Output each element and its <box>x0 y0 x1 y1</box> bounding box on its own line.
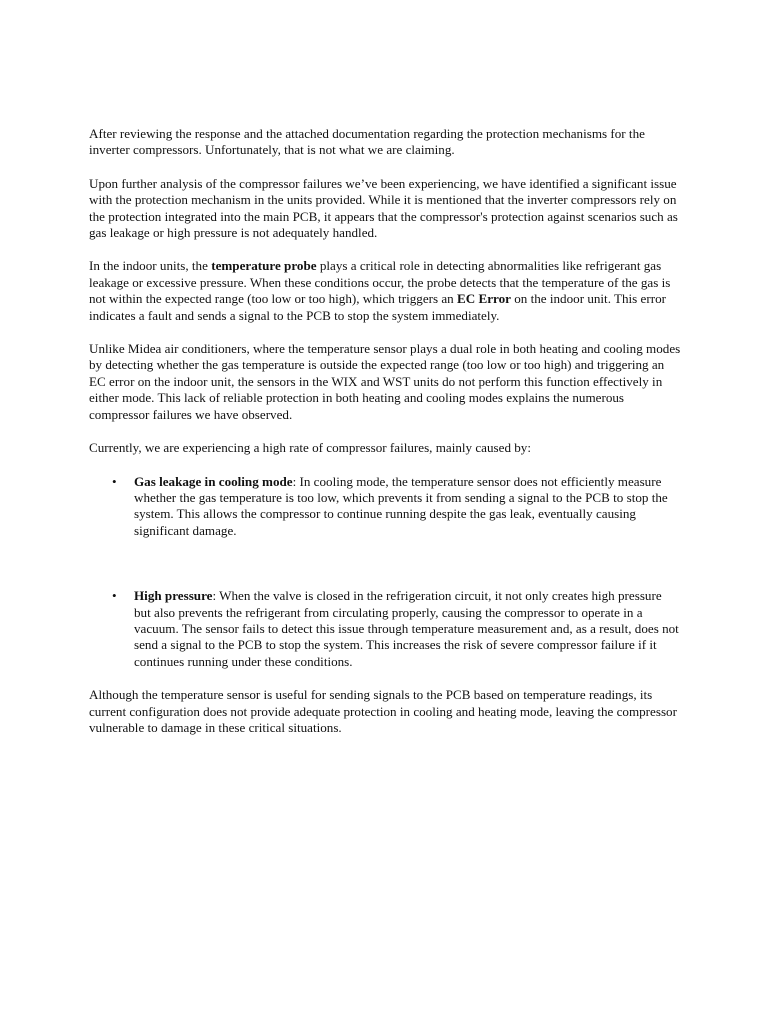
paragraph-midea-comparison: Unlike Midea air conditioners, where the temperature sensor plays a dual role in both heating and cooling modes by detecting whether the gas temperature is outside the expected range (too low or too high) and triggering an EC error on the indoor unit, the sensors in the WIX and WST units do not perform this function effectively in either mode. This lack of reliable protection in both heating and cooling modes explains the numerous compressor failures we have observed. <box>89 341 681 422</box>
paragraph-response-review: After reviewing the response and the attached documentation regarding the protection mechanisms for the inverter compressors. Unfortunately, that is not what we are claiming. <box>89 126 645 158</box>
bullet-icon: • <box>112 588 117 604</box>
temperature-probe-term: temperature probe <box>211 258 317 274</box>
ec-error-term: EC Error <box>457 291 511 307</box>
indoor-units-text-2: plays a critical role in detecting abnormalities like refrigerant gas leakage or excessive pressure. When these conditions occur, the probe detects that the temperature of the gas is not within the expected range (too low or too high), which triggers an <box>89 258 671 307</box>
list-item-title: High pressure <box>134 588 213 604</box>
list-item-title: Gas leakage in cooling mode <box>134 473 293 489</box>
document-page <box>89 126 681 753</box>
indoor-units-text-1: In the indoor units, the <box>89 258 212 274</box>
list-item-gas-leakage <box>89 474 681 540</box>
list-item-text: : In cooling mode, the temperature sensor does not efficiently measure whether the gas temperature is too low, which prevents it from sending a signal to the PCB to stop the system. This allows the compressor to continue running despite the gas leak, eventually causing significant damage. <box>134 473 668 538</box>
list-intro: Currently, we are experiencing a high rate of compressor failures, mainly caused by: <box>89 440 531 456</box>
list-item-high-pressure <box>89 588 681 670</box>
paragraph-conclusion: Although the temperature sensor is useful for sending signals to the PCB based on temperature readings, its current configuration does not provide adequate protection in cooling and heating mode, leaving the compressor vulnerable to damage in these critical situations. <box>89 687 677 735</box>
bullet-icon: • <box>112 473 117 489</box>
paragraph-indoor-units <box>89 258 681 324</box>
paragraph-analysis: Upon further analysis of the compressor failures we’ve been experiencing, we have identified a significant issue with the protection mechanism in the units provided. While it is mentioned that the inverter compressors rely on the protection integrated into the main PCB, it appears that the compressor's protection against scenarios such as gas leakage or high pressure is not adequately handled. <box>89 175 678 241</box>
failure-causes-list <box>89 474 681 671</box>
indoor-units-text-3: on the indoor unit. This error indicates a fault and sends a signal to the PCB to stop the system immediately. <box>89 291 666 323</box>
list-item-text: : When the valve is closed in the refrigeration circuit, it not only creates high pressure but also prevents the refrigerant from circulating properly, causing the compressor to operate in a vacuum. The sensor fails to detect this issue through temperature measurement and, as a result, does not send a signal to the PCB to stop the system. This increases the risk of severe compressor failure if it continues running under these conditions. <box>134 588 679 669</box>
